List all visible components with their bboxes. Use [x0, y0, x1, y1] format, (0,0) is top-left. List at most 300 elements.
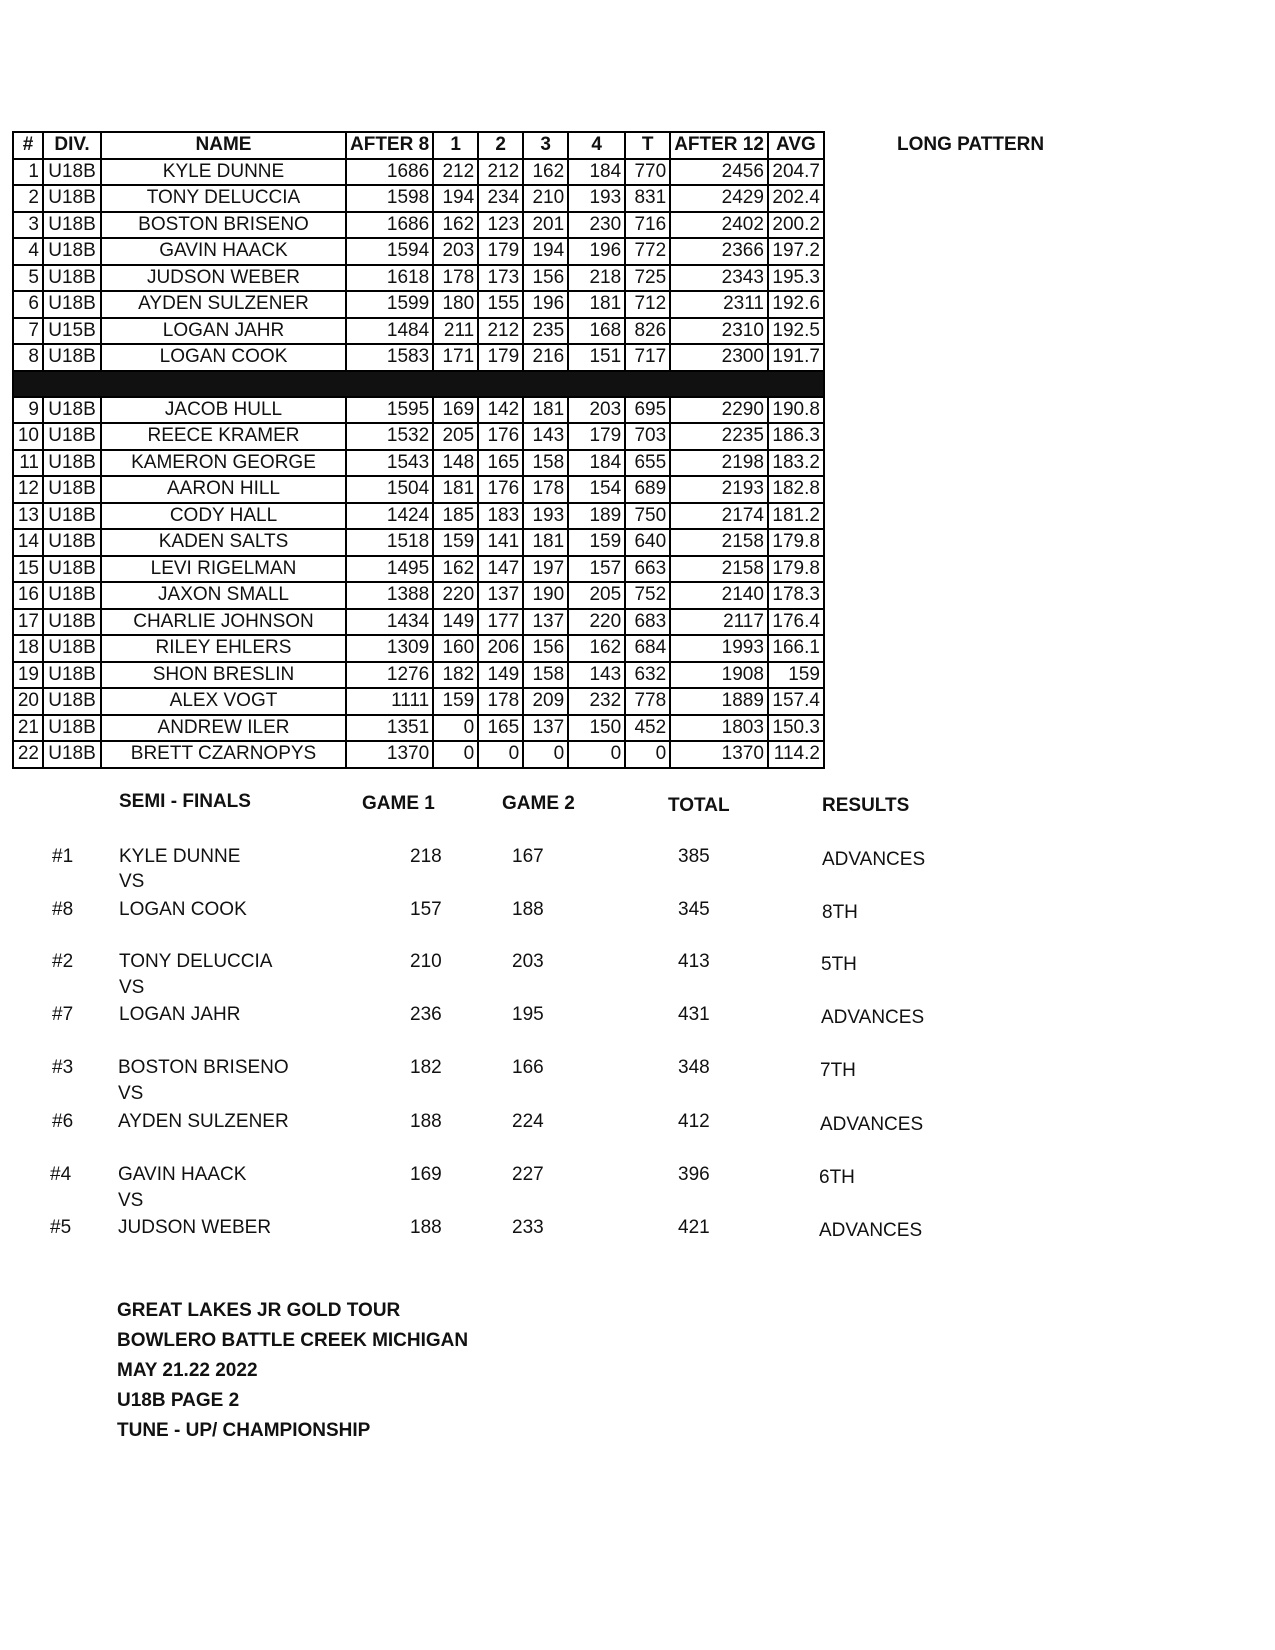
average-cell: 195.3	[768, 265, 824, 292]
table-row	[13, 423, 824, 450]
division-cell: U18B	[43, 609, 101, 636]
after-12-cell: 2310	[670, 318, 768, 345]
table-row	[13, 291, 824, 318]
table-row	[13, 344, 824, 371]
division-cell: U18B	[43, 159, 101, 186]
game-1-cell: 180	[433, 291, 478, 318]
total-cell: 695	[625, 397, 670, 424]
after-8-cell: 1495	[346, 556, 433, 583]
match-result: 6TH	[819, 1167, 855, 1188]
game-3-cell: 178	[523, 476, 568, 503]
game-2-score: 195	[512, 1004, 544, 1025]
game-2-cell: 212	[478, 318, 523, 345]
seed-label: #7	[52, 1004, 74, 1025]
average-cell: 179.8	[768, 556, 824, 583]
game-2-cell: 149	[478, 662, 523, 689]
table-row	[13, 318, 824, 345]
division-cell: U18B	[43, 529, 101, 556]
game-1-cell: 159	[433, 688, 478, 715]
game-3-cell: 196	[523, 291, 568, 318]
game-1-cell: 182	[433, 662, 478, 689]
total-score: 413	[678, 951, 710, 972]
total-score: 345	[678, 899, 710, 920]
division-cell: U18B	[43, 715, 101, 742]
game-1-cell: 171	[433, 344, 478, 371]
seed-label: #5	[50, 1217, 72, 1238]
total-cell: 725	[625, 265, 670, 292]
division-cell: U18B	[43, 741, 101, 768]
game-2-cell: 177	[478, 609, 523, 636]
game-2-cell: 176	[478, 476, 523, 503]
footer-tour-name: GREAT LAKES JR GOLD TOUR	[117, 1300, 401, 1321]
game-2-score: 224	[512, 1111, 544, 1132]
game-4-cell: 157	[568, 556, 625, 583]
qualifier-cut-line	[13, 371, 824, 397]
game-2-cell: 0	[478, 741, 523, 768]
after-8-cell: 1111	[346, 688, 433, 715]
game-4-cell: 205	[568, 582, 625, 609]
after-8-cell: 1484	[346, 318, 433, 345]
rank-cell: 14	[13, 529, 43, 556]
game-3-cell: 137	[523, 609, 568, 636]
division-cell: U18B	[43, 582, 101, 609]
name-cell: SHON BRESLIN	[101, 662, 346, 689]
game-2-cell: 179	[478, 344, 523, 371]
footer-venue: BOWLERO BATTLE CREEK MICHIGAN	[117, 1330, 469, 1351]
header-game-3: 3	[523, 132, 568, 159]
total-cell: 684	[625, 635, 670, 662]
after-8-cell: 1543	[346, 450, 433, 477]
after-12-cell: 2117	[670, 609, 768, 636]
game-1-cell: 148	[433, 450, 478, 477]
game-3-cell: 0	[523, 741, 568, 768]
match-result: 8TH	[822, 902, 858, 923]
after-12-cell: 2456	[670, 159, 768, 186]
game-2-cell: 179	[478, 238, 523, 265]
game-4-cell: 154	[568, 476, 625, 503]
division-cell: U18B	[43, 185, 101, 212]
game-2-cell: 183	[478, 503, 523, 530]
table-row	[13, 159, 824, 186]
average-cell: 179.8	[768, 529, 824, 556]
pattern-label: LONG PATTERN	[897, 134, 1045, 155]
total-score: 396	[678, 1164, 710, 1185]
game-3-cell: 194	[523, 238, 568, 265]
game-2-cell: 165	[478, 715, 523, 742]
game-2-score: 188	[512, 899, 544, 920]
game-2-score: 227	[512, 1164, 544, 1185]
game-3-cell: 156	[523, 265, 568, 292]
rank-cell: 12	[13, 476, 43, 503]
rank-cell: 9	[13, 397, 43, 424]
game-4-cell: 220	[568, 609, 625, 636]
game-1-cell: 0	[433, 741, 478, 768]
game-1-cell: 162	[433, 556, 478, 583]
game-1-cell: 160	[433, 635, 478, 662]
game-1-score: 210	[410, 951, 442, 972]
seed-label: #4	[50, 1164, 72, 1185]
table-row	[13, 503, 824, 530]
division-cell: U18B	[43, 265, 101, 292]
after-12-cell: 1370	[670, 741, 768, 768]
game-1-cell: 205	[433, 423, 478, 450]
bowler-name: TONY DELUCCIA	[119, 951, 273, 972]
average-cell: 190.8	[768, 397, 824, 424]
after-8-cell: 1618	[346, 265, 433, 292]
game-4-cell: 0	[568, 741, 625, 768]
game-2-cell: 212	[478, 159, 523, 186]
match-result: 7TH	[820, 1060, 856, 1081]
after-12-cell: 2235	[670, 423, 768, 450]
rank-cell: 3	[13, 212, 43, 239]
game-4-cell: 232	[568, 688, 625, 715]
header-after-8: AFTER 8	[346, 132, 433, 159]
name-cell: JUDSON WEBER	[101, 265, 346, 292]
match-result: ADVANCES	[822, 849, 926, 870]
after-8-cell: 1504	[346, 476, 433, 503]
table-row	[13, 238, 824, 265]
game-1-cell: 181	[433, 476, 478, 503]
header-game-1: 1	[433, 132, 478, 159]
game-2-score: 167	[512, 846, 544, 867]
name-cell: CODY HALL	[101, 503, 346, 530]
game-1-cell: 0	[433, 715, 478, 742]
name-cell: BOSTON BRISENO	[101, 212, 346, 239]
after-8-cell: 1686	[346, 212, 433, 239]
game-1-cell: 159	[433, 529, 478, 556]
division-cell: U18B	[43, 450, 101, 477]
game-4-cell: 189	[568, 503, 625, 530]
name-cell: AYDEN SULZENER	[101, 291, 346, 318]
after-8-cell: 1594	[346, 238, 433, 265]
bowler-name: LOGAN JAHR	[119, 1004, 241, 1025]
standings-body	[13, 159, 824, 768]
name-cell: LEVI RIGELMAN	[101, 556, 346, 583]
table-row	[13, 688, 824, 715]
rank-cell: 10	[13, 423, 43, 450]
after-8-cell: 1583	[346, 344, 433, 371]
game-2-score: 166	[512, 1057, 544, 1078]
game-2-cell: 147	[478, 556, 523, 583]
seed-label: #6	[52, 1111, 74, 1132]
division-cell: U18B	[43, 423, 101, 450]
game-1-cell: 149	[433, 609, 478, 636]
table-row	[13, 715, 824, 742]
total-cell: 640	[625, 529, 670, 556]
footer-event-type: TUNE - UP/ CHAMPIONSHIP	[117, 1420, 371, 1441]
header-after-12: AFTER 12	[670, 132, 768, 159]
name-cell: LOGAN JAHR	[101, 318, 346, 345]
total-cell: 778	[625, 688, 670, 715]
after-12-cell: 1908	[670, 662, 768, 689]
division-cell: U18B	[43, 662, 101, 689]
header-division: DIV.	[43, 132, 101, 159]
average-cell: 150.3	[768, 715, 824, 742]
game-1-cell: 162	[433, 212, 478, 239]
rank-cell: 1	[13, 159, 43, 186]
rank-cell: 4	[13, 238, 43, 265]
game-4-cell: 218	[568, 265, 625, 292]
after-12-cell: 1803	[670, 715, 768, 742]
game-4-cell: 143	[568, 662, 625, 689]
semifinals-header-results: RESULTS	[822, 795, 910, 816]
bowler-name: JUDSON WEBER	[118, 1217, 272, 1238]
average-cell: 200.2	[768, 212, 824, 239]
event-footer	[117, 1296, 468, 1446]
game-1-cell: 203	[433, 238, 478, 265]
game-4-cell: 193	[568, 185, 625, 212]
after-8-cell: 1309	[346, 635, 433, 662]
game-2-cell: 178	[478, 688, 523, 715]
name-cell: BRETT CZARNOPYS	[101, 741, 346, 768]
name-cell: KYLE DUNNE	[101, 159, 346, 186]
after-8-cell: 1598	[346, 185, 433, 212]
average-cell: 159	[768, 662, 824, 689]
after-8-cell: 1599	[346, 291, 433, 318]
name-cell: KADEN SALTS	[101, 529, 346, 556]
total-cell: 703	[625, 423, 670, 450]
game-1-score: 236	[410, 1004, 442, 1025]
total-cell: 452	[625, 715, 670, 742]
game-3-cell: 158	[523, 450, 568, 477]
table-row	[13, 185, 824, 212]
standings-table	[12, 131, 825, 769]
division-cell: U18B	[43, 476, 101, 503]
total-cell: 655	[625, 450, 670, 477]
versus-label: VS	[119, 871, 145, 892]
match-result: ADVANCES	[819, 1220, 923, 1241]
seed-label: #1	[52, 846, 74, 867]
game-1-score: 218	[410, 846, 442, 867]
total-cell: 632	[625, 662, 670, 689]
game-2-cell: 165	[478, 450, 523, 477]
semifinals-header-total: TOTAL	[668, 795, 730, 816]
semifinals-header-game-2: GAME 2	[502, 793, 575, 814]
total-cell: 683	[625, 609, 670, 636]
after-8-cell: 1276	[346, 662, 433, 689]
game-1-cell: 185	[433, 503, 478, 530]
game-3-cell: 197	[523, 556, 568, 583]
table-row	[13, 556, 824, 583]
game-1-cell: 169	[433, 397, 478, 424]
name-cell: CHARLIE JOHNSON	[101, 609, 346, 636]
game-4-cell: 196	[568, 238, 625, 265]
rank-cell: 8	[13, 344, 43, 371]
table-row	[13, 212, 824, 239]
after-8-cell: 1424	[346, 503, 433, 530]
game-3-cell: 158	[523, 662, 568, 689]
table-row	[13, 265, 824, 292]
rank-cell: 17	[13, 609, 43, 636]
average-cell: 192.5	[768, 318, 824, 345]
division-cell: U18B	[43, 238, 101, 265]
game-2-cell: 137	[478, 582, 523, 609]
average-cell: 197.2	[768, 238, 824, 265]
game-1-score: 182	[410, 1057, 442, 1078]
after-8-cell: 1351	[346, 715, 433, 742]
match-result: 5TH	[821, 954, 857, 975]
total-cell: 772	[625, 238, 670, 265]
average-cell: 176.4	[768, 609, 824, 636]
after-12-cell: 2402	[670, 212, 768, 239]
seed-label: #3	[52, 1057, 74, 1078]
game-2-cell: 142	[478, 397, 523, 424]
game-3-cell: 201	[523, 212, 568, 239]
average-cell: 192.6	[768, 291, 824, 318]
name-cell: LOGAN COOK	[101, 344, 346, 371]
footer-date: MAY 21.22 2022	[117, 1360, 258, 1381]
average-cell: 178.3	[768, 582, 824, 609]
name-cell: AARON HILL	[101, 476, 346, 503]
game-1-cell: 211	[433, 318, 478, 345]
game-2-cell: 155	[478, 291, 523, 318]
game-1-score: 188	[410, 1217, 442, 1238]
match-result: ADVANCES	[820, 1114, 924, 1135]
total-cell: 826	[625, 318, 670, 345]
game-3-cell: 210	[523, 185, 568, 212]
rank-cell: 15	[13, 556, 43, 583]
table-row	[13, 476, 824, 503]
game-1-cell: 212	[433, 159, 478, 186]
average-cell: 183.2	[768, 450, 824, 477]
rank-cell: 18	[13, 635, 43, 662]
total-cell: 0	[625, 741, 670, 768]
game-3-cell: 190	[523, 582, 568, 609]
game-1-score: 188	[410, 1111, 442, 1132]
game-4-cell: 150	[568, 715, 625, 742]
rank-cell: 20	[13, 688, 43, 715]
total-cell: 716	[625, 212, 670, 239]
total-cell: 750	[625, 503, 670, 530]
game-3-cell: 209	[523, 688, 568, 715]
versus-label: VS	[118, 1190, 144, 1211]
division-cell: U18B	[43, 503, 101, 530]
table-row	[13, 529, 824, 556]
game-3-cell: 216	[523, 344, 568, 371]
table-row	[13, 397, 824, 424]
game-3-cell: 181	[523, 529, 568, 556]
game-1-cell: 194	[433, 185, 478, 212]
rank-cell: 11	[13, 450, 43, 477]
bowler-name: AYDEN SULZENER	[118, 1111, 289, 1132]
after-12-cell: 2429	[670, 185, 768, 212]
total-cell: 752	[625, 582, 670, 609]
rank-cell: 22	[13, 741, 43, 768]
semifinals-title: SEMI - FINALS	[119, 791, 251, 812]
after-8-cell: 1595	[346, 397, 433, 424]
rank-cell: 13	[13, 503, 43, 530]
average-cell: 204.7	[768, 159, 824, 186]
rank-cell: 19	[13, 662, 43, 689]
name-cell: TONY DELUCCIA	[101, 185, 346, 212]
game-3-cell: 143	[523, 423, 568, 450]
game-1-cell: 178	[433, 265, 478, 292]
total-cell: 717	[625, 344, 670, 371]
game-4-cell: 184	[568, 450, 625, 477]
total-cell: 663	[625, 556, 670, 583]
bowler-name: KYLE DUNNE	[119, 846, 241, 867]
name-cell: KAMERON GEORGE	[101, 450, 346, 477]
after-12-cell: 2343	[670, 265, 768, 292]
average-cell: 182.8	[768, 476, 824, 503]
game-2-score: 233	[512, 1217, 544, 1238]
game-4-cell: 179	[568, 423, 625, 450]
rank-cell: 5	[13, 265, 43, 292]
average-cell: 181.2	[768, 503, 824, 530]
game-2-cell: 234	[478, 185, 523, 212]
after-12-cell: 2158	[670, 556, 768, 583]
bowler-name: BOSTON BRISENO	[118, 1057, 289, 1078]
division-cell: U18B	[43, 397, 101, 424]
average-cell: 114.2	[768, 741, 824, 768]
after-12-cell: 2140	[670, 582, 768, 609]
total-score: 348	[678, 1057, 710, 1078]
total-cell: 831	[625, 185, 670, 212]
division-cell: U18B	[43, 291, 101, 318]
after-12-cell: 1889	[670, 688, 768, 715]
table-row	[13, 662, 824, 689]
table-row	[13, 741, 824, 768]
game-2-cell: 206	[478, 635, 523, 662]
game-2-cell: 176	[478, 423, 523, 450]
game-1-score: 169	[410, 1164, 442, 1185]
game-4-cell: 184	[568, 159, 625, 186]
game-2-cell: 141	[478, 529, 523, 556]
bowler-name: LOGAN COOK	[119, 899, 247, 920]
header-name: NAME	[101, 132, 346, 159]
name-cell: GAVIN HAACK	[101, 238, 346, 265]
total-score: 431	[678, 1004, 710, 1025]
total-cell: 770	[625, 159, 670, 186]
rank-cell: 16	[13, 582, 43, 609]
after-8-cell: 1532	[346, 423, 433, 450]
header-game-2: 2	[478, 132, 523, 159]
table-row	[13, 609, 824, 636]
after-12-cell: 2300	[670, 344, 768, 371]
game-3-cell: 235	[523, 318, 568, 345]
after-12-cell: 2198	[670, 450, 768, 477]
division-cell: U18B	[43, 212, 101, 239]
total-score: 385	[678, 846, 710, 867]
rank-cell: 21	[13, 715, 43, 742]
seed-label: #8	[52, 899, 74, 920]
game-4-cell: 230	[568, 212, 625, 239]
name-cell: REECE KRAMER	[101, 423, 346, 450]
after-8-cell: 1518	[346, 529, 433, 556]
average-cell: 157.4	[768, 688, 824, 715]
name-cell: ALEX VOGT	[101, 688, 346, 715]
header-rank: #	[13, 132, 43, 159]
after-12-cell: 2366	[670, 238, 768, 265]
name-cell: ANDREW ILER	[101, 715, 346, 742]
total-cell: 689	[625, 476, 670, 503]
game-3-cell: 193	[523, 503, 568, 530]
game-4-cell: 162	[568, 635, 625, 662]
name-cell: JACOB HULL	[101, 397, 346, 424]
game-1-cell: 220	[433, 582, 478, 609]
average-cell: 202.4	[768, 185, 824, 212]
after-12-cell: 2311	[670, 291, 768, 318]
average-cell: 191.7	[768, 344, 824, 371]
table-row	[13, 450, 824, 477]
total-cell: 712	[625, 291, 670, 318]
rank-cell: 2	[13, 185, 43, 212]
division-cell: U18B	[43, 556, 101, 583]
division-cell: U18B	[43, 688, 101, 715]
table-row	[13, 635, 824, 662]
after-8-cell: 1686	[346, 159, 433, 186]
seed-label: #2	[52, 951, 74, 972]
